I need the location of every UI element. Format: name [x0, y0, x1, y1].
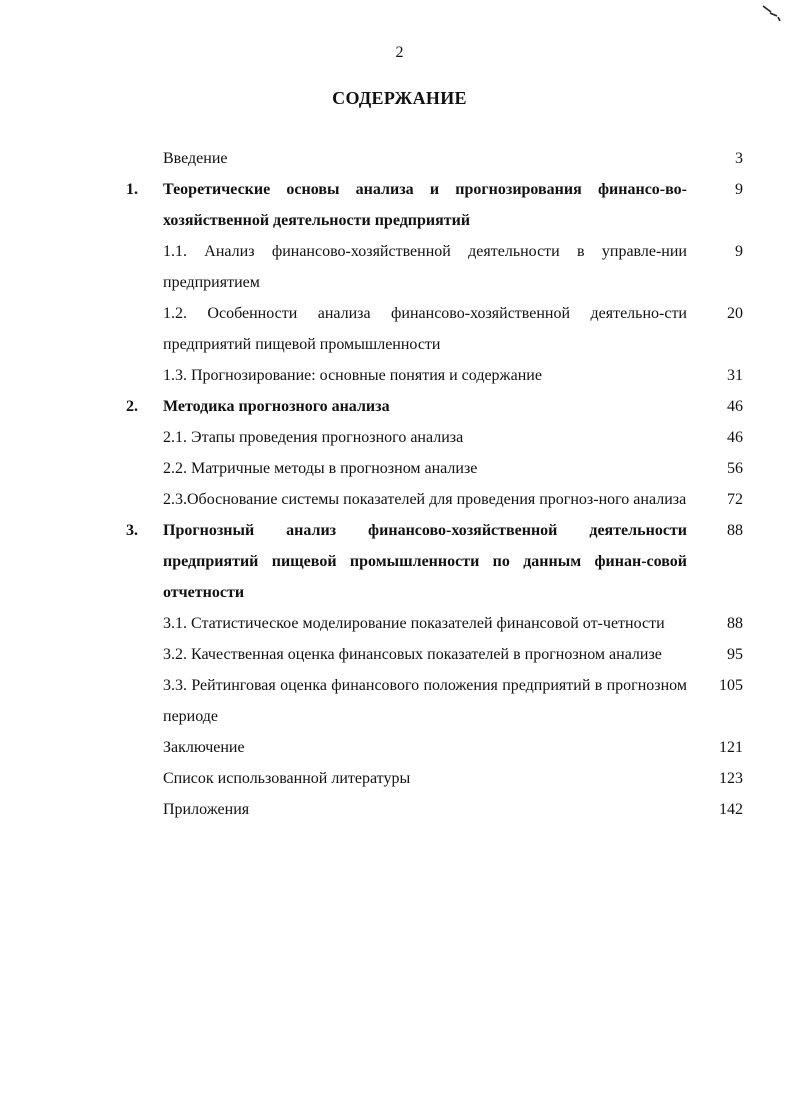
toc-row	[0, 608, 799, 639]
toc-row	[0, 236, 799, 298]
toc-page-number: 3	[735, 150, 743, 167]
toc-row	[0, 639, 799, 670]
toc-row	[0, 453, 799, 484]
toc-row	[0, 422, 799, 453]
toc-page-number: 9	[735, 181, 743, 198]
toc-row	[0, 143, 799, 174]
toc-row	[0, 484, 799, 515]
toc-page-number: 123	[719, 770, 743, 787]
toc-entry-title: 3.1. Статистическое моделирование показателей финансовой от-четности	[163, 615, 665, 632]
toc-page-number: 46	[727, 429, 743, 446]
toc-entry-title: Приложения	[163, 801, 250, 818]
toc-page-number: 56	[727, 460, 743, 477]
toc-page-number: 105	[719, 677, 743, 694]
scan-mark-icon	[761, 4, 787, 24]
toc-chapter-number: 3.	[126, 522, 138, 539]
table-of-contents	[0, 143, 799, 825]
toc-chapter-row	[0, 515, 799, 608]
toc-row	[0, 732, 799, 763]
toc-entry-title: Прогнозный анализ финансово-хозяйственной деятельности предприятий пищевой промышленности по данным финан-совой отчетности	[163, 522, 687, 601]
toc-entry-title: 3.2. Качественная оценка финансовых показателей в прогнозном анализе	[163, 646, 662, 663]
toc-entry-title: 1.3. Прогнозирование: основные понятия и содержание	[163, 367, 542, 384]
toc-entry-title: 2.2. Матричные методы в прогнозном анализе	[163, 460, 478, 477]
toc-entry-title: 1.2. Особенности анализа финансово-хозяйственной деятельно-сти предприятий пищевой промышленности	[163, 305, 687, 353]
toc-page-number: 88	[727, 615, 743, 632]
toc-chapter-row	[0, 391, 799, 422]
page-number: 2	[395, 44, 404, 61]
toc-page-number: 72	[727, 491, 743, 508]
toc-row	[0, 794, 799, 825]
toc-entry-title: 2.1. Этапы проведения прогнозного анализа	[163, 429, 464, 446]
toc-page-number: 95	[727, 646, 743, 663]
toc-entry-title: Заключение	[163, 739, 245, 756]
toc-page-number: 9	[735, 243, 743, 260]
toc-chapter-number: 2.	[126, 398, 138, 415]
toc-page-number: 121	[719, 739, 743, 756]
toc-page-number: 142	[719, 801, 743, 818]
toc-chapter-row	[0, 174, 799, 236]
toc-row	[0, 670, 799, 732]
toc-chapter-number: 1.	[126, 181, 138, 198]
toc-page-number: 20	[727, 305, 743, 322]
toc-page-number: 88	[727, 522, 743, 539]
toc-entry-title: Методика прогнозного анализа	[163, 398, 390, 415]
toc-entry-title: Теоретические основы анализа и прогнозирования финансо-во-хозяйственной деятельности предприятий	[163, 181, 687, 229]
toc-entry-title: 3.3. Рейтинговая оценка финансового положения предприятий в прогнозном периоде	[163, 677, 687, 725]
toc-row	[0, 360, 799, 391]
toc-page-number: 46	[727, 398, 743, 415]
toc-row	[0, 298, 799, 360]
toc-entry-title: Введение	[163, 150, 228, 167]
toc-entry-title: 1.1. Анализ финансово-хозяйственной деятельности в управле-нии предприятием	[163, 243, 687, 291]
toc-entry-title: 2.3.Обоснование системы показателей для проведения прогноз-ного анализа	[163, 491, 687, 508]
page-title: СОДЕРЖАНИЕ	[332, 88, 467, 108]
toc-entry-title: Список использованной литературы	[163, 770, 411, 787]
toc-row	[0, 763, 799, 794]
toc-page-number: 31	[727, 367, 743, 384]
